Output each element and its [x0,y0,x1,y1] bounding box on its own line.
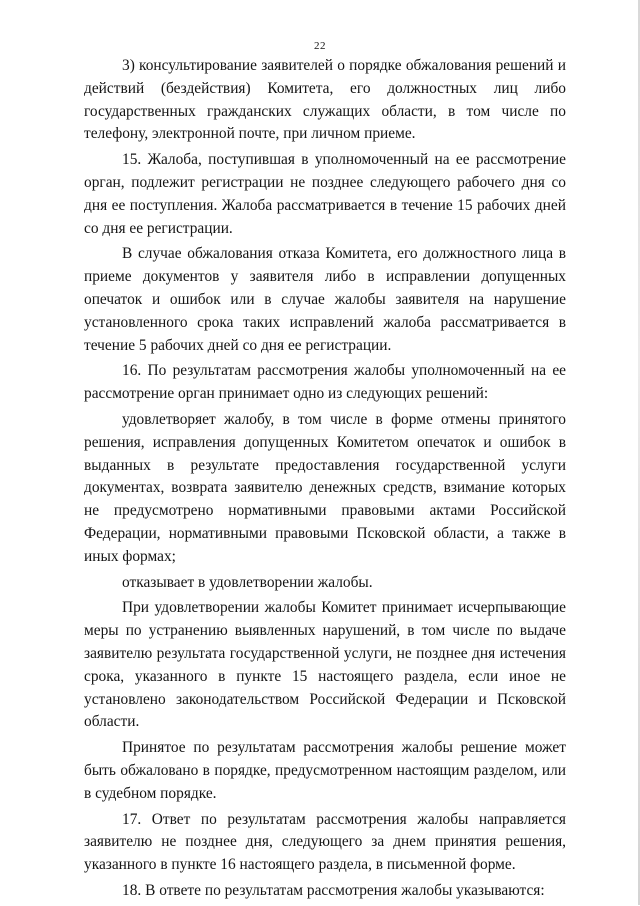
paragraph-17-response: 17. Ответ по результатам рассмотрения жалобы направляется заявителю не позднее дня, следующего за днем принятия решения, указанного в пункте 16 настоящего раздела, в письменной форме. [84,810,566,874]
paragraph-consultation: 3) консультирование заявителей о порядке обжалования решений и действий (бездействия) Комитета, его должностных лиц либо государственных гражданских служащих области, в том числе по телефону, электронной почте, при личном приеме. [84,57,566,143]
paragraph-refusal-appeal: В случае обжалования отказа Комитета, его должностного лица в приеме документов у заявителя либо в исправлении допущенных опечаток и ошибок или в случае жалобы заявителя на нарушение установленного срока таких исправлений жалоба рассматривается в течение 5 рабочих дней со дня ее регистрации. [84,245,566,354]
decision-satisfy-complaint: удовлетворяет жалобу, в том числе в форме отмены принятого решения, исправления допущенных Комитетом опечаток и ошибок в выданных в результате предоставления государственной услуги документах, возврата заявителю денежных средств, взимание которых не предусмотрено нормативными правовыми актами Российской Федерации, нормативными правовыми Псковской области, а также в иных формах; [84,410,566,565]
paragraph-15-registration: 15. Жалоба, поступившая в уполномоченный на ее рассмотрение орган, подлежит регистрации не позднее следующего рабочего дня со дня ее поступления. Жалоба рассматривается в течение 15 рабочих дней со дня ее регистрации. [84,151,566,237]
paragraph-satisfaction-measures: При удовлетворении жалобы Комитет принимает исчерпывающие меры по устранению выявленных нарушений, в том числе по выдаче заявителю результата государственной услуги, не позднее дня истечения срока, указанного в пункте 15 настоящего раздела, если иное не установлено законодательством Российской Федерации и Псковской области. [84,599,566,731]
page-number: 22 [314,40,326,52]
decision-reject-complaint: отказывает в удовлетворении жалобы. [122,573,373,591]
paragraph-18-response-content: 18. В ответе по результатам рассмотрения жалобы указываются: [122,881,545,899]
paragraph-appeal-decision: Принятое по результатам рассмотрения жалобы решение может быть обжаловано в порядке, предусмотренном настоящим разделом, или в судебном порядке. [84,739,566,802]
document-body [84,55,566,906]
paragraph-16-decisions: 16. По результатам рассмотрения жалобы уполномоченный на ее рассмотрение орган принимает одно из следующих решений: [84,362,566,403]
